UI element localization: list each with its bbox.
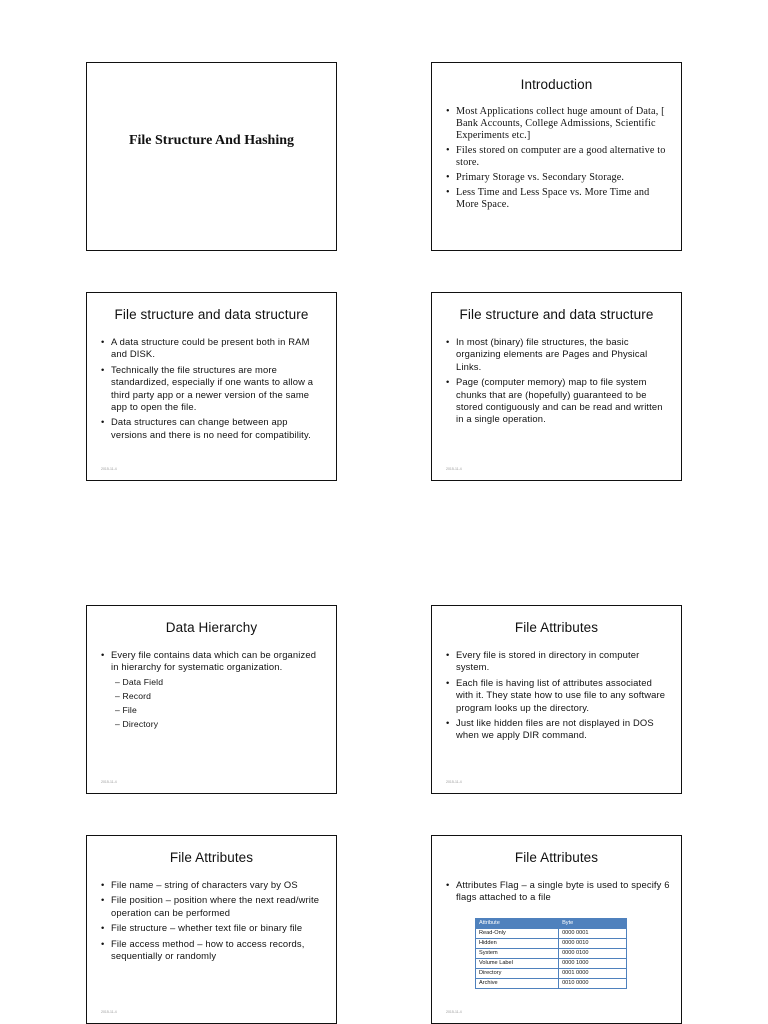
table-row (476, 948, 627, 958)
table-cell: 0000 1000 (559, 958, 627, 968)
table-cell: Archive (476, 978, 559, 988)
bullet-list (432, 879, 681, 904)
table-cell: Volume Label (476, 958, 559, 968)
sub-item: – Data Field (115, 675, 326, 689)
slide-title: File Attributes (514, 850, 599, 865)
attribute-flag-table (475, 918, 627, 989)
slide-date: 2015-11-4 (101, 780, 117, 784)
slide-file-attributes-2 (86, 835, 337, 1024)
slide-file-vs-data-structure-2 (431, 292, 682, 481)
table-cell: 0000 0001 (559, 928, 627, 938)
slide-date: 2015-11-4 (446, 1010, 462, 1014)
table-row (476, 958, 627, 968)
table-header-cell: Attribute (476, 918, 559, 928)
bullet-item: • Page (computer memory) map to file system chunks that are (hopefully) guaranteed to be stored contiguously and can be read and written in a single operation. (446, 376, 671, 426)
slide-title: Data Hierarchy (165, 620, 258, 635)
bullet-list (87, 879, 336, 962)
slide-date: 2015-11-4 (101, 1010, 117, 1014)
table-header-row (476, 918, 627, 928)
slide-title-page (86, 62, 337, 251)
bullet-item: • Most Applications collect huge amount of Data, [ Bank Accounts, College Admissions, Scientific Experiments etc.] (446, 106, 671, 142)
table-cell: 0010 0000 (559, 978, 627, 988)
bullet-list (87, 649, 336, 731)
bullet-item: • A data structure could be present both in RAM and DISK. (101, 336, 326, 361)
slide-data-hierarchy (86, 605, 337, 794)
bullet-item: • Less Time and Less Space vs. More Time and More Space. (446, 187, 671, 211)
bullet-item: • Each file is having list of attributes associated with it. They state how to use file to any software program looks up the directory. (446, 677, 671, 714)
bullet-item: • File name – string of characters vary by OS (101, 879, 326, 891)
bullet-item: • In most (binary) file structures, the basic organizing elements are Pages and Physical Links. (446, 336, 671, 373)
bullet-item: • Data structures can change between app versions and there is no need for compatibility. (101, 416, 326, 441)
slide-date: 2015-11-4 (446, 780, 462, 784)
slide-date: 2015-11-4 (446, 467, 462, 471)
bullet-item: • Primary Storage vs. Secondary Storage. (446, 172, 671, 184)
slide-file-vs-data-structure-1 (86, 292, 337, 481)
bullet-item: • Just like hidden files are not displayed in DOS when we apply DIR command. (446, 717, 671, 742)
bullet-item: • Technically the file structures are more standardized, especially if one wants to allow a third party app or a newer version of the same app to open the file. (101, 364, 326, 414)
table-cell: System (476, 948, 559, 958)
table-row (476, 928, 627, 938)
bullet-item: • Files stored on computer are a good alternative to store. (446, 145, 671, 169)
cover-title: File Structure And Hashing (128, 133, 295, 148)
bullet-list (432, 649, 681, 742)
bullet-text: Every file contains data which can be organized in hierarchy for systematic organization. (111, 649, 317, 673)
bullet-item (101, 649, 326, 731)
slide-file-attributes-1 (431, 605, 682, 794)
slide-title: File structure and data structure (114, 307, 309, 322)
table-cell: Directory (476, 968, 559, 978)
bullet-item: • Every file is stored in directory in computer system. (446, 649, 671, 674)
bullet-item: • File access method – how to access records, sequentially or randomly (101, 938, 326, 963)
table-cell: 0000 0100 (559, 948, 627, 958)
sub-item: – Directory (115, 717, 326, 731)
slide-date: 2015-11-4 (101, 467, 117, 471)
table-cell: 0000 0010 (559, 938, 627, 948)
table-cell: Hidden (476, 938, 559, 948)
bullet-list (87, 336, 336, 441)
slide-title: File Attributes (169, 850, 254, 865)
slide-title: Introduction (520, 77, 593, 92)
sub-item: – File (115, 703, 326, 717)
table-cell: 0001 0000 (559, 968, 627, 978)
slide-title: File Attributes (514, 620, 599, 635)
table-cell: Read-Only (476, 928, 559, 938)
slide-file-attributes-3 (431, 835, 682, 1024)
slide-introduction (431, 62, 682, 251)
table-header-cell: Byte (559, 918, 627, 928)
bullet-item: • Attributes Flag – a single byte is used to specify 6 flags attached to a file (446, 879, 671, 904)
table-row (476, 968, 627, 978)
table-row (476, 978, 627, 988)
slide-title: File structure and data structure (459, 307, 654, 322)
table-row (476, 938, 627, 948)
sub-item: – Record (115, 689, 326, 703)
bullet-item: • File structure – whether text file or binary file (101, 922, 326, 934)
bullet-list (432, 106, 681, 211)
sub-list (115, 675, 326, 731)
bullet-list (432, 336, 681, 426)
bullet-item: • File position – position where the next read/write operation can be performed (101, 894, 326, 919)
